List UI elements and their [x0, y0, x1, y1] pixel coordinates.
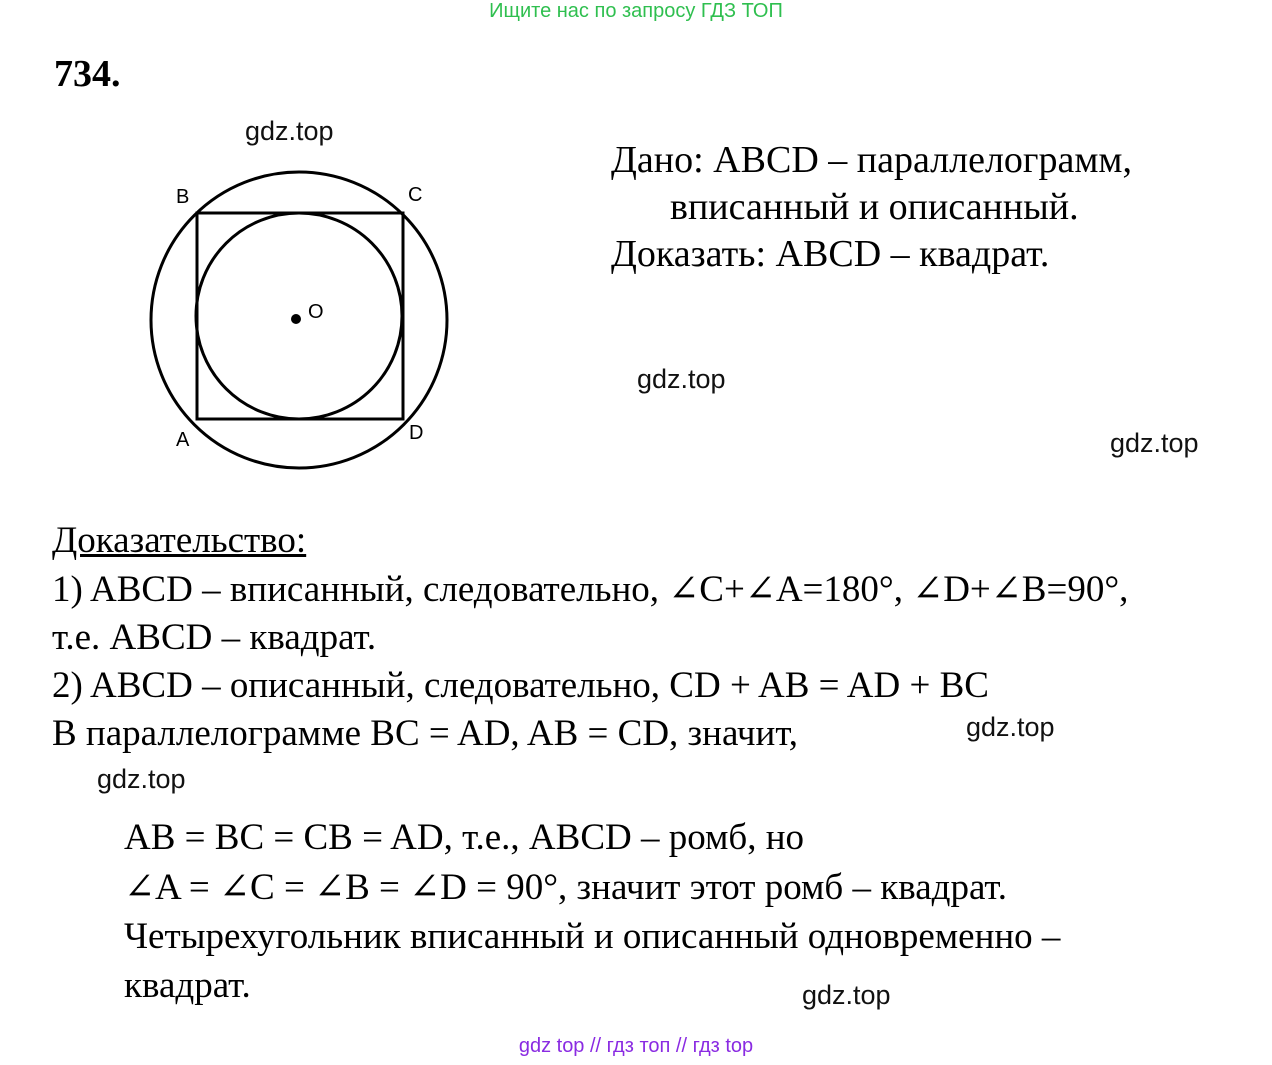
center-point	[291, 314, 301, 324]
proof-line: AB = BC = CB = AD, т.е., ABCD – ромб, но	[124, 817, 805, 858]
vertex-label-d: D	[409, 422, 424, 444]
proof-line: В параллелограмме BC = AD, AB = CD, значит,	[52, 713, 798, 754]
watermark: gdz.top	[966, 712, 1055, 742]
problem-number: 734.	[54, 53, 121, 95]
watermark: gdz.top	[97, 764, 186, 794]
watermark: gdz.top	[802, 980, 891, 1010]
watermark: gdz.top	[1110, 428, 1199, 458]
proof-line: Четырехугольник вписанный и описанный одновременно –	[124, 916, 1061, 957]
given-line-2: вписанный и описанный.	[670, 186, 1079, 228]
prove-statement: Доказать: ABCD – квадрат.	[611, 233, 1050, 275]
proof-line: 1) ABCD – вписанный, следовательно, ∠C+∠A=180°, ∠D+∠B=90°,	[52, 569, 1129, 610]
footer-links: gdz top // гдз топ // гдз top	[518, 1035, 754, 1057]
proof-line: т.е. ABCD – квадрат.	[52, 617, 377, 658]
proof-line: квадрат.	[124, 965, 251, 1006]
proof-line: ∠A = ∠C = ∠B = ∠D = 90°, значит этот ромб – квадрат.	[124, 867, 1008, 908]
geometry-figure	[140, 165, 460, 475]
watermark: gdz.top	[245, 116, 334, 146]
watermark: gdz.top	[637, 364, 726, 394]
center-label-o: O	[308, 301, 324, 323]
top-banner: Ищите нас по запросу ГДЗ ТОП	[489, 0, 783, 22]
proof-heading: Доказательство:	[52, 520, 307, 561]
given-line-1: Дано: ABCD – параллелограмм,	[611, 139, 1132, 181]
vertex-label-b: B	[176, 186, 190, 208]
vertex-label-c: C	[408, 184, 423, 206]
proof-line: 2) ABCD – описанный, следовательно, CD + AB = AD + BC	[52, 665, 989, 706]
vertex-label-a: A	[176, 429, 190, 451]
